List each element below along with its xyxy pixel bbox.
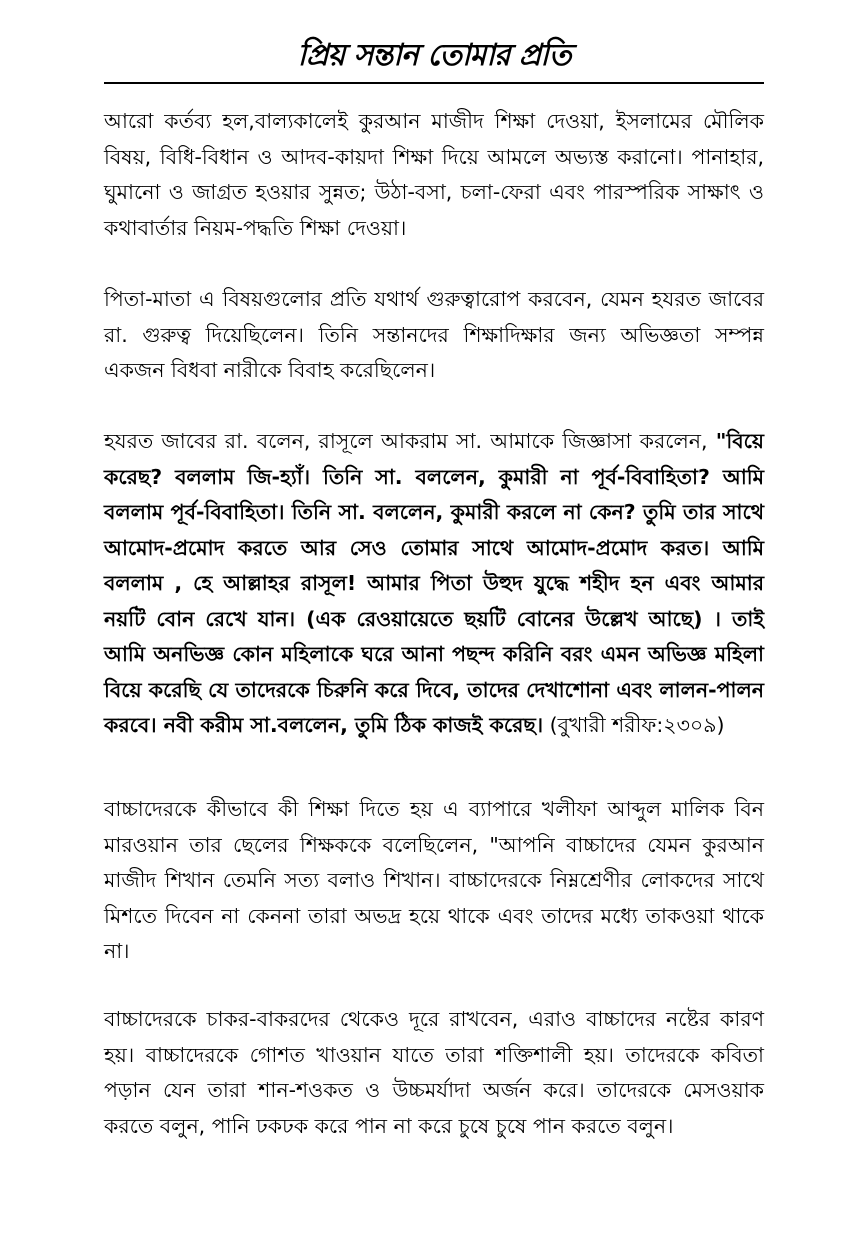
page-header <box>104 18 764 94</box>
paragraph-5: বাচ্চাদেরকে চাকর-বাকরদের থেকেও দূরে রাখবেন, এরাও বাচ্চাদের নষ্টের কারণ হয়। বাচ্চাদেরকে গোশত খাওয়ান যাতে তারা শক্তিশালী হয়। তাদেরকে কবিতা পড়ান যেন তারা শান-শওকত ও উচ্চমর্যাদা অর্জন করে। তাদেরকে মেসওয়াক করতে বলুন, পানি ঢকঢক করে পান না করে চুষে চুষে পান করতে বলুন। <box>104 1007 764 1138</box>
paragraph-1: আরো কর্তব্য হল,বাল্যকালেই কুরআন মাজীদ শিক্ষা দেওয়া, ইসলামের মৌলিক বিষয়, বিধি-বিধান ও আদব-কায়দা শিক্ষা দিয়ে আমলে অভ্যস্ত করানো। পানাহার, ঘুমানো ও জাগ্রত হওয়ার সুন্নত; উঠা-বসা, চলা-ফেরা এবং পারস্পরিক সাক্ষাৎ ও কথাবার্তার নিয়ম-পদ্ধতি শিক্ষা দেওয়া। <box>104 109 764 240</box>
paragraph-3-intro: হযরত জাবের রা. বলেন, রাসূলে আকরাম সা. আমাকে জিজ্ঞাসা করলেন, <box>104 429 708 453</box>
paragraph-3 <box>104 424 764 744</box>
paragraph-2: পিতা-মাতা এ বিষয়গুলোর প্রতি যথার্থ গুরুত্বারোপ করবেন, যেমন হযরত জাবের রা. গুরুত্ব দিয়েছিলেন। তিনি সন্তানদের শিক্ষাদিক্ষার জন্য অভিজ্ঞতা সম্পন্ন একজন বিধবা নারীকে বিবাহ করেছিলেন। <box>104 287 764 382</box>
paragraph-4: বাচ্চাদেরকে কীভাবে কী শিক্ষা দিতে হয় এ ব্যাপারে খলীফা আব্দুল মালিক বিন মারওয়ান তার ছেলের শিক্ষককে বলেছিলেন, "আপনি বাচ্চাদের যেমন কুরআন মাজীদ শিখান তেমনি সত্য বলাও শিখান। বাচ্চাদেরকে নিম্নশ্রেণীর লোকদের সাথে মিশতে দিবেন না কেননা তারা অভদ্র হয়ে থাকে এবং তাদের মধ্যে তাকওয়া থাকে না। <box>104 797 764 963</box>
hadith-citation: (বুখারী শরীফ:২৩০৯) <box>543 713 725 737</box>
hadith-quote: "বিয়ে করেছ? বললাম জি-হ্যাঁ। তিনি সা. বললেন, কুমারী না পূর্ব-বিবাহিতা? আমি বললাম পূর্ব-বিবাহিতা। তিনি সা. বললেন, কুমারী করলে না কেন? তুমি তার সাথে আমোদ-প্রমোদ করতে আর সেও তোমার সাথে আমোদ-প্রমোদ করত। আমি বললাম , হে আল্লাহর রাসূল! আমার পিতা উহুদ যুদ্ধে শহীদ হন এবং আমার নয়টি বোন রেখে যান। (এক রেওয়ায়েতে ছয়টি বোনের উল্লেখ আছে) । তাই আমি অনভিজ্ঞ কোন মহিলাকে ঘরে আনা পছন্দ করিনি বরং এমন অভিজ্ঞ মহিলা বিয়ে করেছি যে তাদেরকে চিরুনি করে দিবে, তাদের দেখাশোনা এবং লালন-পালন করবে। নবী করীম সা.বললেন, তুমি ঠিক কাজই করেছ। <box>104 429 764 737</box>
header-divider <box>104 82 764 84</box>
page-title: প্রিয় সন্তান তোমার প্রতি <box>297 38 571 73</box>
